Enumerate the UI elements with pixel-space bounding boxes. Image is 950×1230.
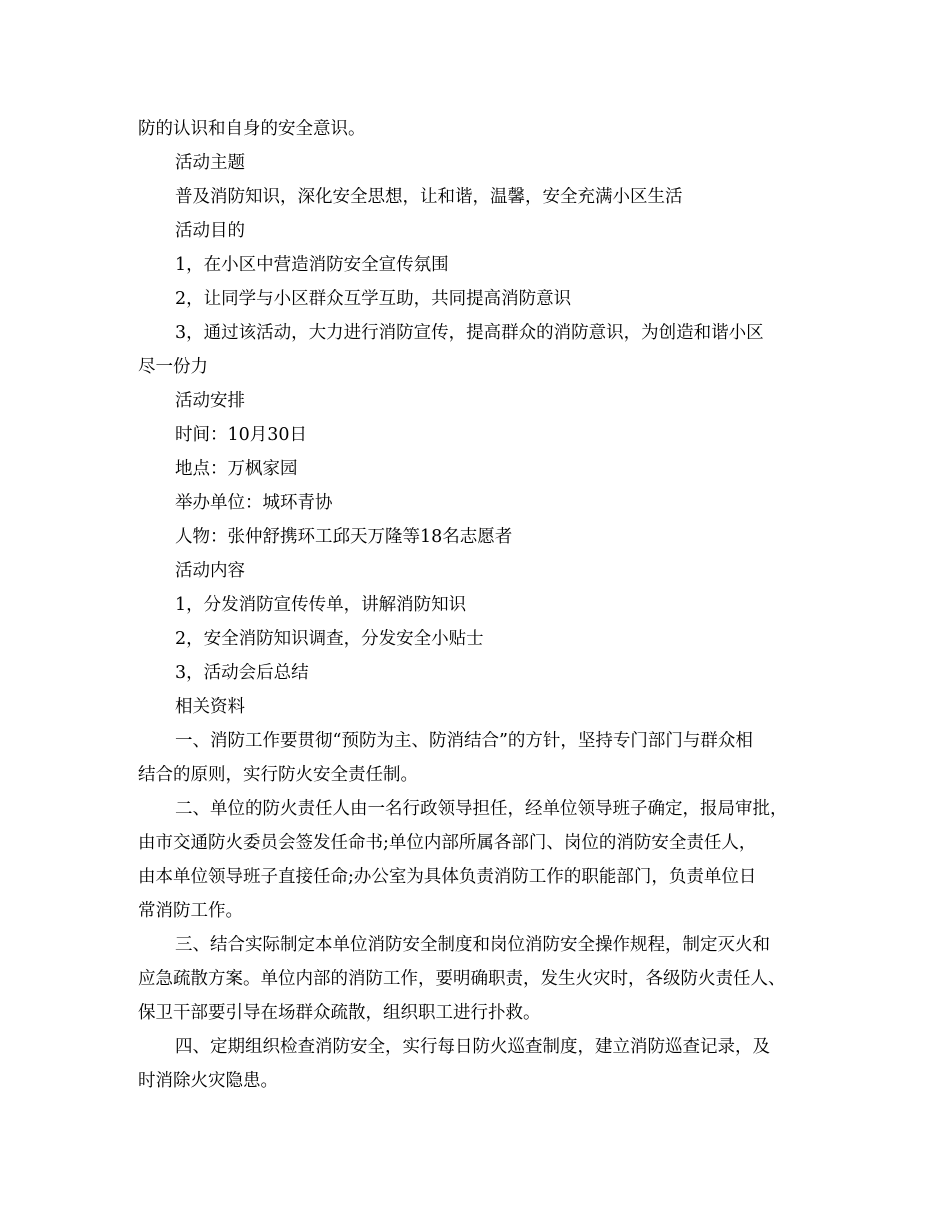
text-line: 活动主题 — [175, 153, 245, 173]
text-line: 人物：张仲舒携环工邱天万隆等18名志愿者 — [175, 527, 513, 547]
text-line: 活动安排 — [175, 391, 245, 411]
text-line: 常消防工作。 — [138, 901, 243, 921]
text-line: 普及消防知识，深化安全思想，让和谐，温馨，安全充满小区生活 — [175, 187, 683, 207]
text-line: 3，通过该活动，大力进行消防宣传，提高群众的消防意识，为创造和谐小区 — [175, 323, 764, 343]
text-line: 三、结合实际制定本单位消防安全制度和岗位消防安全操作规程，制定灭火和 — [175, 935, 770, 955]
text-line: 二、单位的防火责任人由一名行政领导担任，经单位领导班子确定，报局审批， — [175, 799, 788, 819]
text-line: 地点：万枫家园 — [175, 459, 298, 479]
text-line: 活动内容 — [175, 561, 245, 581]
text-line: 2，安全消防知识调查，分发安全小贴士 — [175, 629, 484, 649]
text-line: 尽一份力 — [138, 357, 208, 377]
text-line: 时间：10月30日 — [175, 425, 308, 445]
text-line: 活动目的 — [175, 221, 245, 241]
text-line: 四、定期组织检查消防安全，实行每日防火巡查制度，建立消防巡查记录，及 — [175, 1037, 770, 1057]
text-line: 1，在小区中营造消防安全宣传氛围 — [175, 255, 449, 275]
text-line: 应急疏散方案。单位内部的消防工作，要明确职责，发生火灾时，各级防火责任人、 — [138, 969, 786, 989]
text-line: 由本单位领导班子直接任命;办公室为具体负责消防工作的职能部门，负责单位日 — [138, 867, 757, 887]
text-line: 相关资料 — [175, 697, 245, 717]
text-line: 举办单位：城环青协 — [175, 493, 333, 513]
text-line: 时消除火灾隐患。 — [138, 1071, 278, 1091]
text-line: 3，活动会后总结 — [175, 663, 309, 683]
text-line: 由市交通防火委员会签发任命书;单位内部所属各部门、岗位的消防安全责任人， — [138, 833, 757, 853]
text-line: 2，让同学与小区群众互学互助，共同提高消防意识 — [175, 289, 572, 309]
text-line: 保卫干部要引导在场群众疏散，组织职工进行扑救。 — [138, 1003, 541, 1023]
document-body — [138, 112, 818, 1098]
text-line: 一、消防工作要贯彻“预防为主、防消结合”的方针，坚持专门部门与群众相 — [175, 731, 753, 751]
text-line: 1，分发消防宣传传单，讲解消防知识 — [175, 595, 467, 615]
text-line: 防的认识和自身的安全意识。 — [138, 119, 366, 139]
text-line: 结合的原则，实行防火安全责任制。 — [138, 765, 418, 785]
